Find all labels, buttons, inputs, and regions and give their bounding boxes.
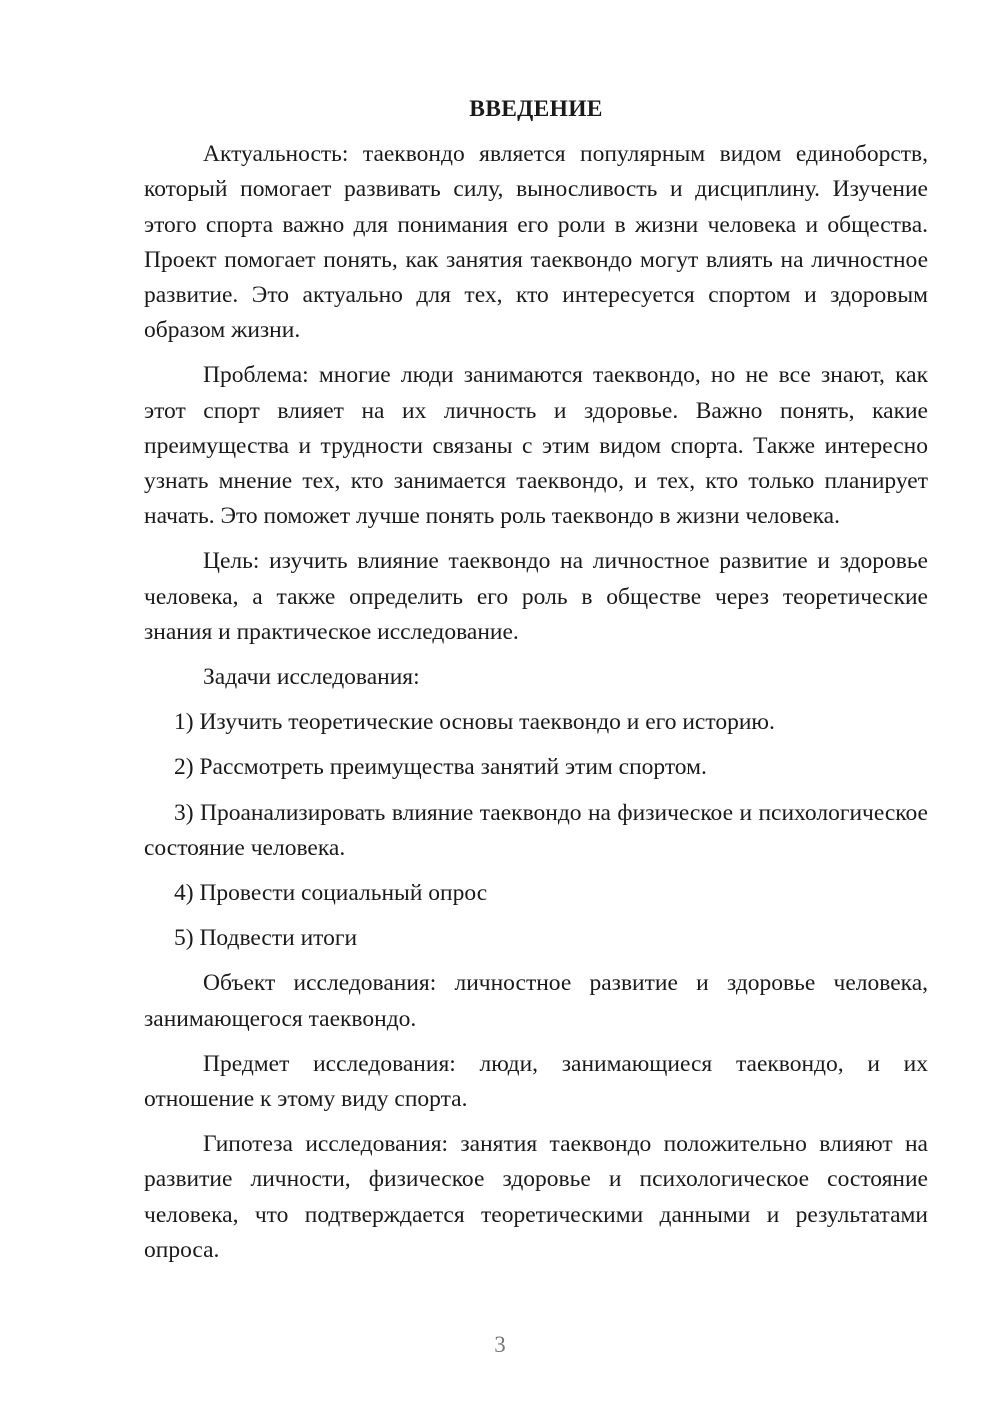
paragraph-tasks-heading: Задачи исследования: [203, 664, 420, 691]
page-number: 3 [494, 1332, 506, 1357]
paragraph-problem: Проблема: многие люди занимаются таеквондо, но не все знают, как этот спорт влияет на их личность и здоровье. Важно понять, какие преимущества и трудности связаны с этим видом спорта. Также интересно узнать мнение тех, кто занимается таеквондо, и тех, кто только планирует начать. Это поможет лучше понять роль таеквондо в жизни человека. [144, 362, 928, 530]
paragraph-object: Объект исследования: личностное развитие и здоровье человека, занимающегося таеквондо. [144, 970, 928, 1032]
task-item-1: 1) Изучить теоретические основы таеквондо и его историю. [174, 709, 775, 736]
paragraph-goal: Цель: изучить влияние таеквондо на личностное развитие и здоровье человека, а также определить его роль в обществе через теоретические знания и практическое исследование. [144, 548, 928, 645]
paragraph-hypothesis: Гипотеза исследования: занятия таеквондо положительно влияют на развитие личности, физическое здоровье и психологическое состояние человека, что подтверждается теоретическими данными и результатами опроса. [144, 1131, 928, 1263]
task-item-2: 2) Рассмотреть преимущества занятий этим спортом. [174, 754, 707, 781]
section-title: ВВЕДЕНИЕ [469, 96, 603, 122]
task-item-3: 3) Проанализировать влияние таеквондо на физическое и психологическое состояние человека. [144, 799, 928, 861]
task-item-4: 4) Провести социальный опрос [174, 880, 488, 907]
paragraph-subject: Предмет исследования: люди, занимающиеся таеквондо, и их отношение к этому виду спорта. [144, 1050, 928, 1113]
document-page [144, 92, 928, 1278]
paragraph-relevance: Актуальность: таеквондо является популярным видом единоборств, который помогает развивать силу, выносливость и дисциплину. Изучение этого спорта важно для понимания его роли в жизни человека и общества. Проект помогает понять, как занятия таеквондо могут влиять на личностное развитие. Это актуально для тех, кто интересуется спортом и здоровым образом жизни. [144, 141, 928, 344]
task-item-5: 5) Подвести итоги [174, 925, 358, 952]
